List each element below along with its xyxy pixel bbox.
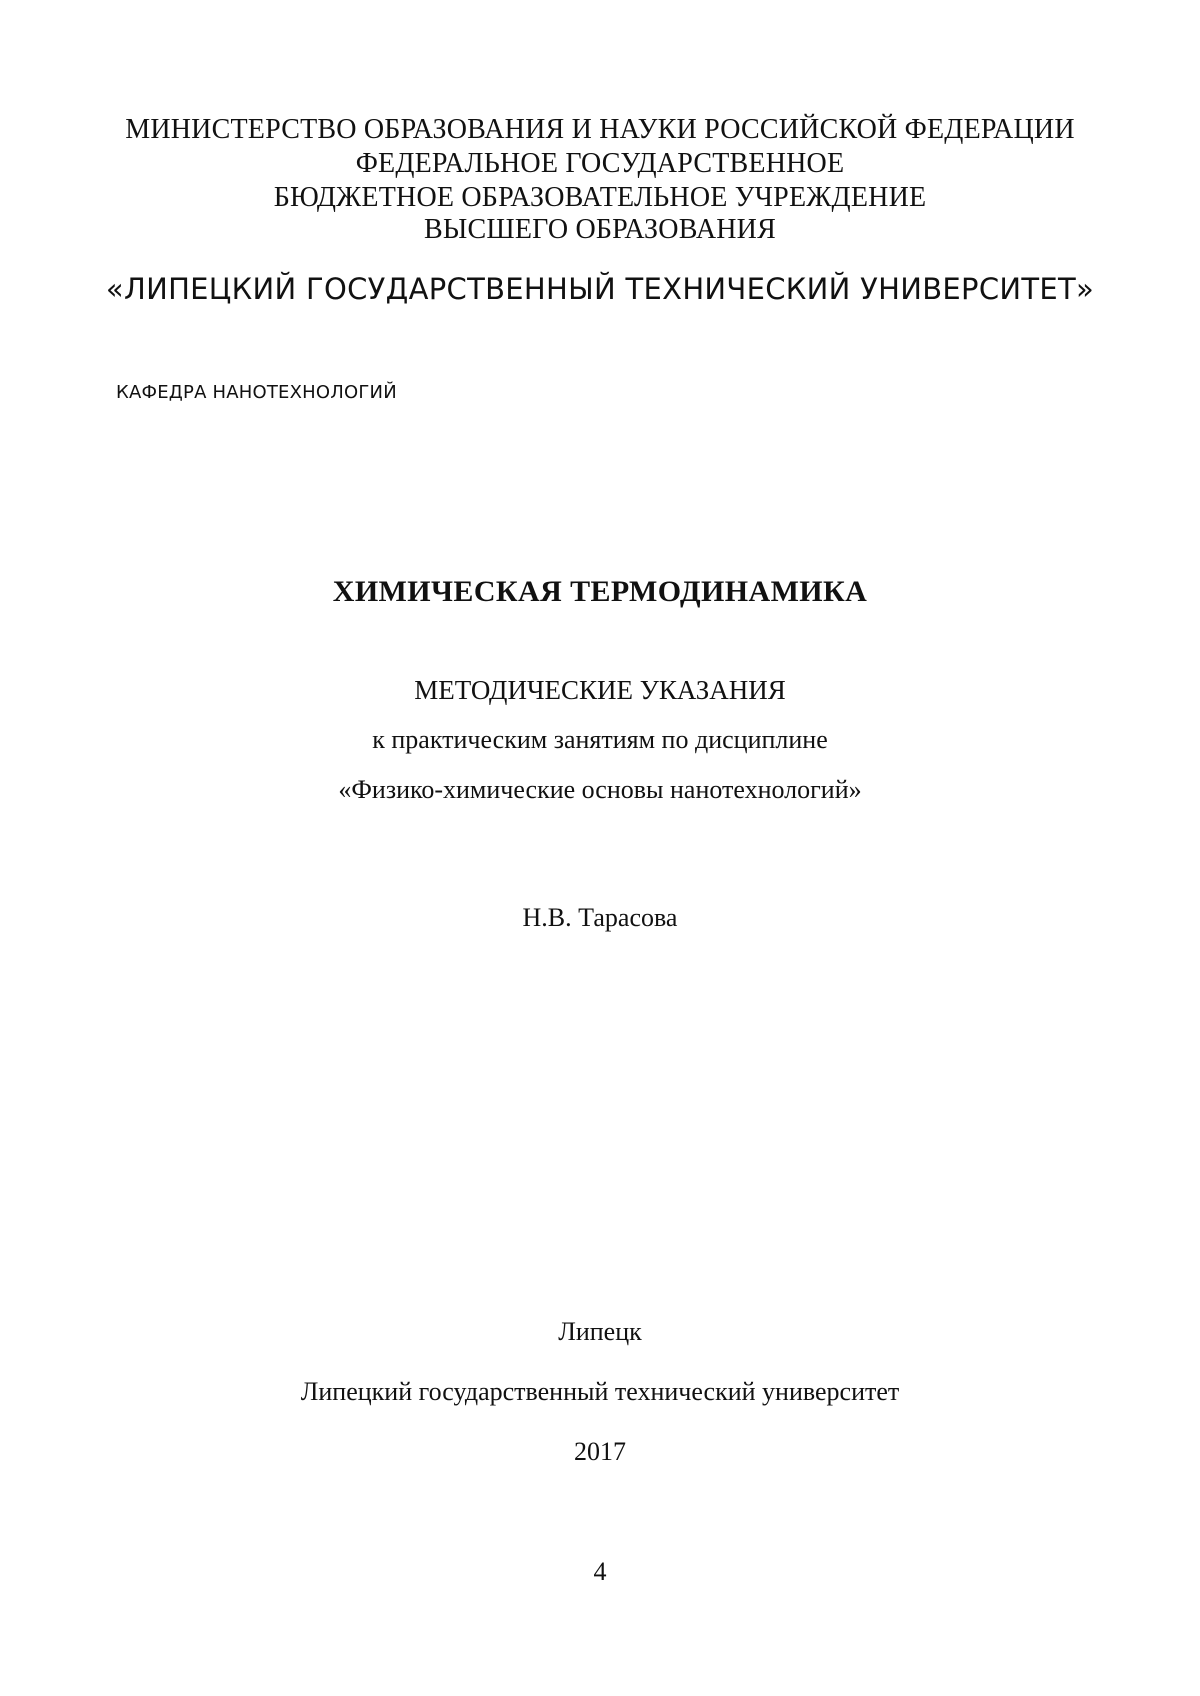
discipline-name: «Физико-химические основы нанотехнологий» bbox=[338, 775, 862, 804]
publisher-name: Липецкий государственный технический университет bbox=[300, 1377, 900, 1406]
ministry-line-3: БЮДЖЕТНОЕ ОБРАЗОВАТЕЛЬНОЕ УЧРЕЖДЕНИЕ bbox=[273, 182, 927, 213]
ministry-line-1: МИНИСТЕРСТВО ОБРАЗОВАНИЯ И НАУКИ РОССИЙСКОЙ ФЕДЕРАЦИИ bbox=[125, 114, 1075, 145]
publication-city: Липецк bbox=[558, 1317, 642, 1346]
document-title: ХИМИЧЕСКАЯ ТЕРМОДИНАМИКА bbox=[332, 575, 868, 608]
document-subtitle: МЕТОДИЧЕСКИЕ УКАЗАНИЯ bbox=[414, 675, 786, 705]
author-name: Н.В. Тарасова bbox=[522, 903, 678, 932]
ministry-line-2: ФЕДЕРАЛЬНОЕ ГОСУДАРСТВЕННОЕ bbox=[355, 148, 845, 179]
ministry-line-4: ВЫСШЕГО ОБРАЗОВАНИЯ bbox=[424, 214, 776, 245]
page-number: 4 bbox=[593, 1557, 607, 1586]
department-name: КАФЕДРА НАНОТЕХНОЛОГИЙ bbox=[116, 382, 397, 403]
document-purpose: к практическим занятиям по дисциплине bbox=[372, 725, 828, 754]
publication-year: 2017 bbox=[574, 1437, 626, 1466]
university-name: «ЛИПЕЦКИЙ ГОСУДАРСТВЕННЫЙ ТЕХНИЧЕСКИЙ УНИВЕРСИТЕТ» bbox=[105, 272, 1095, 306]
